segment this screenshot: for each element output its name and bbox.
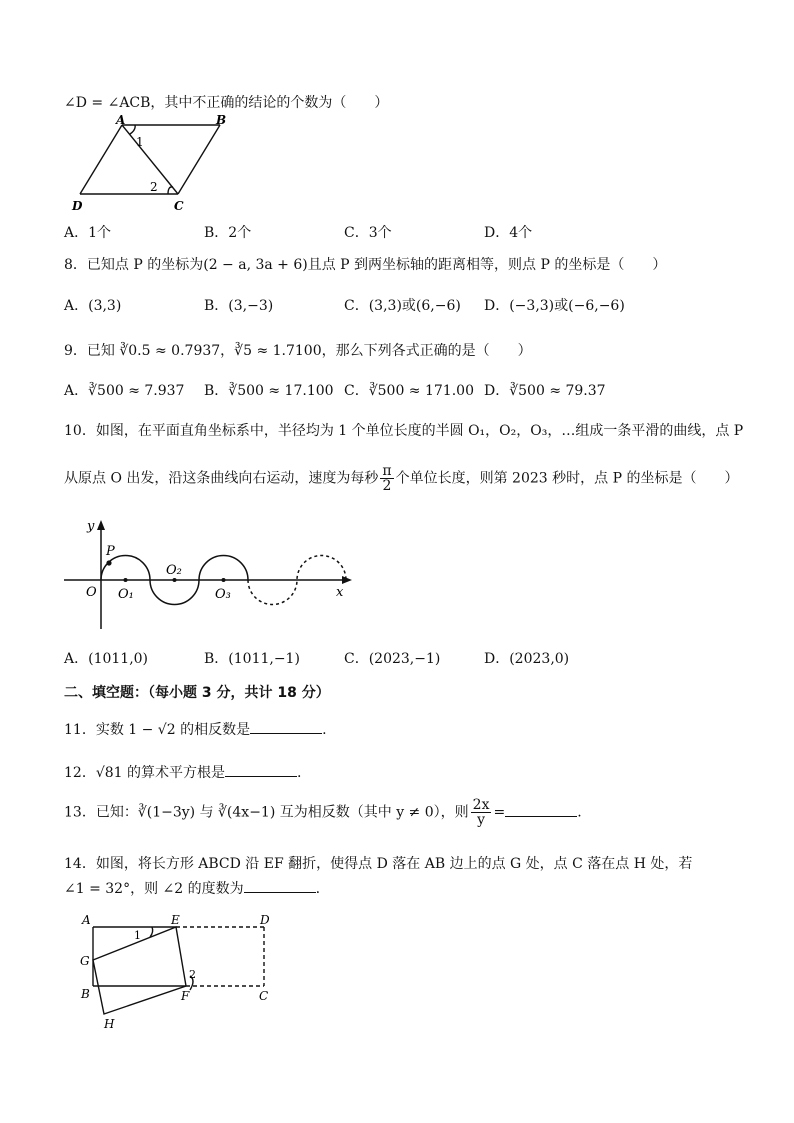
- q10-point-p-label: P: [106, 544, 115, 559]
- q10-option-a[interactable]: A．(1011,0): [64, 651, 149, 667]
- q10-origin-label: O: [86, 585, 97, 600]
- q14-label-E: E: [171, 913, 180, 927]
- q14-answer-blank[interactable]: [244, 879, 316, 893]
- q9-option-c[interactable]: C．∛500 ≈ 171.00: [344, 383, 474, 399]
- q8-option-b[interactable]: B．(3,−3): [204, 298, 274, 314]
- q14-angle-1: 1: [134, 929, 141, 942]
- q10-frac-den: 2: [382, 478, 392, 494]
- q9-option-b[interactable]: B．∛500 ≈ 17.100: [204, 383, 334, 399]
- q14-label-A: A: [82, 913, 91, 927]
- q11-line: [64, 719, 327, 739]
- q12-stem: 12．√81 的算术平方根是: [64, 765, 225, 781]
- q8-option-d[interactable]: D．(−3,3)或(−6,−6): [484, 298, 625, 314]
- section-2-title: 二、填空题：（每小题 3 分，共计 18 分）: [64, 685, 330, 701]
- q10-stem-line1: 10．如图，在平面直角坐标系中，半径均为 1 个单位长度的半圆 O₁，O₂，O₃，…组成一条平滑的曲线，点 P: [64, 423, 744, 439]
- q13-frac-den: y: [477, 812, 486, 828]
- q11-stem: 11．实数 1 − √2 的相反数是: [64, 722, 251, 738]
- q7-label-D: D: [72, 199, 83, 213]
- q7-angle-1: 1: [136, 135, 144, 149]
- q14-line2: [64, 878, 320, 898]
- q12-answer-blank[interactable]: [225, 763, 297, 777]
- q13-fraction: [471, 798, 492, 827]
- q8-stem: 8．已知点 P 的坐标为(2 − a, 3a + 6)且点 P 到两坐标轴的距离相等，则点 P 的坐标是（ ）: [64, 257, 667, 273]
- q10-axis-y-label: y: [87, 519, 95, 534]
- q14-label-F: F: [181, 989, 190, 1003]
- q7-parallelogram-figure: [70, 114, 240, 214]
- q8-option-c[interactable]: C．(3,3)或(6,−6): [344, 298, 461, 314]
- q14-folded-rectangle-figure: [76, 910, 286, 1035]
- q13-line: [64, 798, 582, 827]
- q14-label-C: C: [259, 989, 269, 1003]
- q14-label-D: D: [260, 913, 270, 927]
- q10-frac-num: π: [382, 463, 392, 479]
- q9-option-a[interactable]: A．∛500 ≈ 7.937: [64, 383, 185, 399]
- q14-label-G: G: [80, 954, 90, 968]
- q14-end: .: [315, 881, 321, 897]
- q7-option-a[interactable]: A．1个: [64, 225, 112, 241]
- q10-option-b[interactable]: B．(1011,−1): [204, 651, 300, 667]
- q10-option-d[interactable]: D．(2023,0): [484, 651, 570, 667]
- q7-label-A: A: [116, 114, 126, 127]
- q7-label-B: B: [216, 114, 227, 127]
- q13-answer-blank[interactable]: [505, 803, 577, 817]
- q14-angle-2: 2: [189, 968, 196, 981]
- q14-stem: ∠1 = 32°，则 ∠2 的度数为: [64, 881, 244, 897]
- q13-stem: 13．已知：∛(1−3y) 与 ∛(4x−1) 互为相反数（其中 y ≠ 0），则: [64, 804, 469, 821]
- q10-stem-line2-part-b: 个单位长度，则第 2023 秒时，点 P 的坐标是（ ）: [395, 470, 739, 487]
- q14-label-B: B: [81, 987, 90, 1001]
- q10-option-c[interactable]: C．(2023,−1): [344, 651, 441, 667]
- q13-end: .: [577, 804, 582, 821]
- q10-axis-x-label: x: [336, 585, 344, 600]
- q9-stem: 9．已知 ∛0.5 ≈ 0.7937，∛5 ≈ 1.7100，那么下列各式正确的是（ ）: [64, 343, 532, 359]
- q12-line: [64, 762, 301, 782]
- q10-o1-label: O₁: [118, 587, 134, 602]
- q13-frac-num: 2x: [472, 797, 490, 813]
- q7-option-d[interactable]: D．4个: [484, 225, 533, 241]
- q9-option-d[interactable]: D．∛500 ≈ 79.37: [484, 383, 606, 399]
- q10-speed-fraction: [380, 464, 393, 493]
- q10-stem-line2: [64, 464, 738, 493]
- q7-option-b[interactable]: B．2个: [204, 225, 252, 241]
- q7-stem-tail: ∠D = ∠ACB，其中不正确的结论的个数为（ ）: [64, 95, 389, 111]
- q11-end: .: [322, 722, 327, 738]
- q14-label-H: H: [104, 1017, 115, 1031]
- q14-line1: 14．如图，将长方形 ABCD 沿 EF 翻折，使得点 D 落在 AB 边上的点 G 处，点 C 落在点 H 处，若: [64, 856, 693, 872]
- q10-o3-label: O₃: [215, 587, 231, 602]
- q7-angle-2: 2: [150, 180, 158, 194]
- q7-label-C: C: [174, 199, 184, 213]
- q13-equals: =: [493, 804, 506, 821]
- q8-option-a[interactable]: A．(3,3): [64, 298, 122, 314]
- q10-stem-line2-part-a: 从原点 O 出发，沿这条曲线向右运动，速度为每秒: [64, 470, 379, 487]
- q10-o2-label: O₂: [166, 563, 182, 578]
- q7-option-c[interactable]: C．3个: [344, 225, 392, 241]
- q12-end: .: [297, 765, 302, 781]
- q10-semicircle-curve-figure: [64, 514, 364, 634]
- q11-answer-blank[interactable]: [250, 720, 322, 734]
